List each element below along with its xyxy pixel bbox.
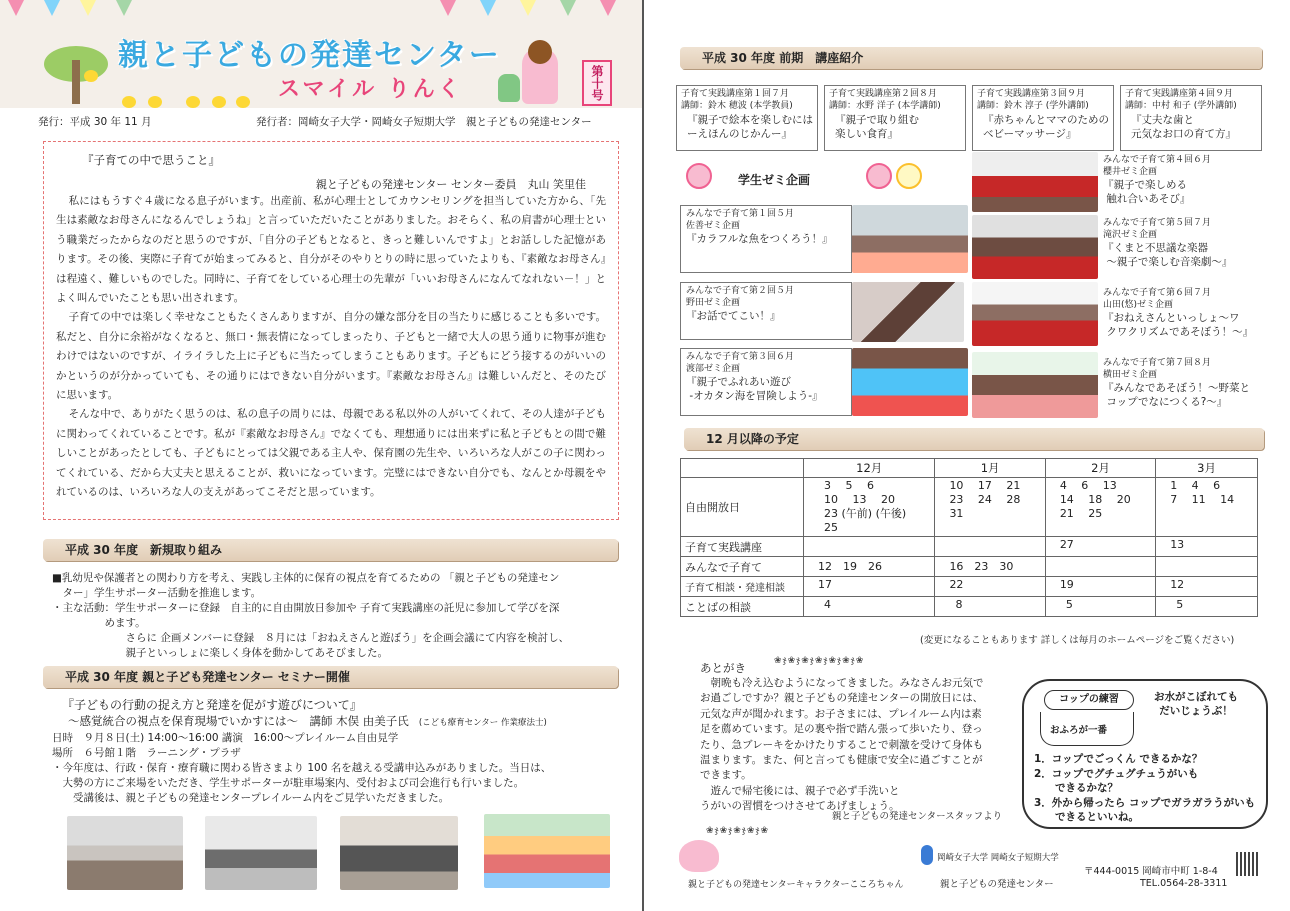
essay-title: 『子育ての中で思うこと』 <box>82 153 220 167</box>
initiative-line: ・主な活動：学生サポーターに登録 自主的に自由開放日参加や 子育て実践講座の託児に参加して学びを深 <box>52 602 560 614</box>
publisher: 発行者：岡崎女子大学・岡崎女子短期大学 親と子どもの発達センター <box>256 116 592 128</box>
initiative-line: 親子といっしょに楽しく身体を動かしてあそびました。 <box>52 647 388 659</box>
zemi-photo <box>852 282 964 342</box>
tree-trunk <box>72 60 80 104</box>
center-name: 親と子どもの発達センター <box>940 879 1054 890</box>
zemi-desc: 『親子で楽しめる 触れ合いあそび』 <box>1103 179 1191 205</box>
zemi-desc: 『みんなであそぼう！～野菜と コップでなにつくる?～』 <box>1103 382 1250 408</box>
zemi-photo <box>972 152 1098 212</box>
zemi-desc: 『おねえさんといっしょ～ワ クワクリズムであそぼう！～』 <box>1103 312 1254 338</box>
bunting-flag <box>8 0 24 16</box>
essay-paragraph: 子育ての中では楽しく幸せなこともたくさんありますが、自分の嫌な部分を目の当たりに感じることも多いです。私だと、自分に余裕がなくなると、無口・無表情になってしまったり、子どもと一緒で大人の思う通りに物事が進むわけではないのですが、イライラした上に子どもに当たってしまうこともあります。子どもにどう接するのがいいのかというのが分かっていても、その通りにはできない自分がいます。『素敵なお母さん』は難しいんだと、そのたびに思います。 <box>56 311 606 402</box>
table-cell: 4 6 13 14 18 20 21 25 <box>1045 478 1155 537</box>
lecture-lecturer: 講師：中村 和子 (学外講師) <box>1125 101 1237 111</box>
zemi-card <box>680 282 852 340</box>
essay-paragraph: そんな中で、ありがたく思うのは、私の息子の周りには、母親である私以外の人がいてくれて、その人達が子どもに関わってくれていることです。私が『素敵なお母さん』でなくても、理想通りには出来ずに私と子どもとの間で難しいことがあったとしても、子どもにとっては父親である主人や、保育園の先生や、いろいろな人がこの子に関わってくれている、だから大丈夫と思えることが、救いになっています。完璧にはできない自分でも、なんとか母親をやれているのは、いろいろな人の支えがあってこそだと思っています。 <box>56 408 606 499</box>
student-girl-icon <box>896 163 922 189</box>
zemi-card <box>1098 215 1258 277</box>
zemi-card <box>680 348 852 416</box>
seminar-line: ・今年度は、行政・保育・療育職に関わる皆さまより 100 名を越える受講申込みがありました。当日は、 <box>52 762 552 774</box>
cup-title: コップの練習 <box>1044 690 1134 710</box>
table-cell: 13 <box>1156 537 1258 557</box>
initiative-line: ■乳幼児や保護者との関わり方を考え、実践し主体的に保育の視点を育てるための 「親と子どもの発達セン <box>52 572 560 584</box>
table-cell: 12 <box>1156 577 1258 597</box>
zemi-desc: 『カラフルな魚をつくろう！』 <box>686 233 833 245</box>
table-cell <box>935 537 1045 557</box>
zemi-seminar: 渡部ゼミ企画 <box>686 364 741 374</box>
table-corner <box>681 459 804 478</box>
zemi-photo <box>972 282 1098 346</box>
lecture-title: 子育て実践講座第２回８月 <box>829 89 938 99</box>
page-divider <box>642 0 644 911</box>
zemi-title: みんなで子育て第５回７月 <box>1103 218 1212 228</box>
initiative-text <box>52 571 632 661</box>
bunting-flag <box>560 0 576 16</box>
lecture-desc: 『赤ちゃんとママのための ベビーマッサージ』 <box>983 114 1109 140</box>
zemi-title: みんなで子育て第３回６月 <box>686 352 795 362</box>
essay-paragraph: 私にはもうすぐ４歳になる息子がいます。出産前、私が心理士としてカウンセリングを担当していた方から、「先生は素敵なお母さんになるんでしょうね」と言っていただいたことがありました。おそらく、私の肩書が心理士という職業だったからなのだと思うのですが、「自分の子どもとなると、きっと難しいんですよ」とお話しした記憶があります。その後、実際に子育てが始まってみると、自分がそのやりとりの時に思っていたよりも、『素敵なお母さん』は程遠く、難しいものでした。同時に、子育てをしている心理士の先輩が「いいお母さんになんてなれない－！」とよく叫んでいたことも思い出されます。 <box>56 195 606 305</box>
zemi-card <box>1098 152 1258 212</box>
row-label: みんなで子育て <box>681 557 804 577</box>
seminar-heading: 平成 30 年度 親と子ども発達センター セミナー開催 <box>43 666 618 688</box>
university-logo-icon <box>921 845 933 865</box>
chick-icon <box>212 96 226 108</box>
table-cell: 10 17 21 23 24 28 31 <box>935 478 1045 537</box>
essay-box <box>43 141 619 520</box>
seminar-line: 大勢の方にご来場をいただき、学生サポーターが駐車場案内、受付および司会進行も行いました。 <box>52 777 525 789</box>
seminar-line: 場所 ６号館１階 ラーニング・プラザ <box>52 747 241 759</box>
character-caption: 親と子どもの発達センターキャラクターこころちゃん <box>688 880 904 890</box>
zemi-desc: 『親子でふれあい遊び -オカタン海を冒険しよう-』 <box>686 376 823 402</box>
cup-list-item: 3．外から帰ったら コップでガラガラうがいも <box>1034 796 1256 809</box>
schedule-heading: 12 月以降の予定 <box>684 428 1264 450</box>
zemi-card <box>1098 355 1258 417</box>
bunting-flag <box>440 0 456 16</box>
bunting-flag <box>600 0 616 16</box>
seminar-photo <box>484 814 610 888</box>
floral-divider: ❀ჯ❀ჯ❀ჯ❀ჯ❀ <box>706 826 770 836</box>
child-illustration <box>498 74 520 102</box>
zemi-seminar: 横田ゼミ企画 <box>1103 370 1158 380</box>
zemi-title: みんなで子育て第６回７月 <box>1103 288 1212 298</box>
seminar-line: 受講後は、親と子どもの発達センタープレイルーム内をご見学いただきました。 <box>52 792 450 804</box>
cup-tag: おふろが一番 <box>1050 725 1108 736</box>
zemi-photo <box>852 205 968 273</box>
cup-list-item: できるかな？ <box>1034 782 1118 795</box>
bunting-flag <box>80 0 96 16</box>
chick-icon <box>148 96 162 108</box>
seminar-photo <box>67 816 183 890</box>
cup-list-item: 2．コップでグチュグチュうがいも <box>1034 767 1199 780</box>
seminar-lecturer: ～感覚統合の視点を保育現場でいかすには～ 講師 木俣 由美子氏 <box>68 714 409 728</box>
zemi-title: みんなで子育て第４回６月 <box>1103 155 1212 165</box>
lecture-title: 子育て実践講座第４回９月 <box>1125 89 1234 99</box>
zemi-seminar: 滝沢ゼミ企画 <box>1103 230 1158 240</box>
initiative-line: めます。 <box>52 617 146 629</box>
lecture-card <box>676 85 818 151</box>
lecture-card <box>824 85 966 151</box>
lecture-title: 子育て実践講座第３回９月 <box>977 89 1086 99</box>
table-cell: 16 23 30 <box>935 557 1045 577</box>
table-row <box>681 557 1258 577</box>
zemi-desc: 『くまと不思議な楽器 ～親子で楽しむ音楽劇～』 <box>1103 242 1233 268</box>
lecture-desc: 『親子で絵本を楽しむには ーえほんのじかんー』 <box>687 114 813 140</box>
zemi-label: 学生ゼミ企画 <box>738 173 811 187</box>
kokoro-chan-character <box>679 840 719 872</box>
lecture-card <box>972 85 1114 151</box>
floral-divider: ❀ჯ❀ჯ❀ჯ❀ჯ❀ჯ❀ჯ❀ <box>774 656 865 666</box>
cup-message: お水がこぼれても だいじょうぶ！ <box>1154 691 1238 717</box>
lecture-heading: 平成 30 年度 前期 講座紹介 <box>680 47 1262 69</box>
staff-signature: 親と子どもの発達センタースタッフより <box>832 811 1003 822</box>
table-cell: 22 <box>935 577 1045 597</box>
lecture-title: 子育て実践講座第１回７月 <box>681 89 790 99</box>
seminar-photo <box>340 816 458 890</box>
month-header: 1月 <box>935 459 1045 478</box>
cup-list <box>1034 752 1255 825</box>
table-row <box>681 478 1258 537</box>
university-name: 岡崎女子大学 岡崎女子短期大学 <box>937 853 1059 863</box>
afterword-line: たり、急ブレーキをかけたりすることで刺激を受けて身体も <box>700 738 984 751</box>
zemi-seminar: 山田(悠)ゼミ企画 <box>1103 300 1174 310</box>
afterword-line: 元気な声が聞かれます。お子さまには、プレイルーム内は素 <box>700 707 982 720</box>
table-cell: 19 <box>1045 577 1155 597</box>
row-label: ことばの相談 <box>681 597 804 617</box>
mother-head <box>528 40 552 64</box>
afterword-line: うがいの習慣をつけさせてあげましょう。 <box>700 800 900 813</box>
lecture-lecturer: 講師：鈴木 淳子 (学外講師) <box>977 101 1089 111</box>
bunting-flag <box>520 0 536 16</box>
bunting-flag <box>116 0 132 16</box>
afterword-line: 足を薦めています。足の裏や指で踏ん張って歩いたり、登っ <box>700 723 983 736</box>
afterword-line: 温まります。また、何と言っても健康で安全に過ごすことが <box>700 754 983 767</box>
seminar-body <box>52 731 632 806</box>
zemi-photo <box>972 352 1098 418</box>
initiative-line: ター」学生サポーター活動を推進します。 <box>52 587 262 599</box>
newsletter-title: 親と子どもの発達センター <box>118 38 501 73</box>
zemi-photo <box>852 348 968 416</box>
afterword-line: 朝晩も冷え込むようになってきました。みなさんお元気で <box>700 677 984 689</box>
zemi-card <box>680 205 852 273</box>
lecture-desc: 『丈夫な歯と 元気なお口の育て方』 <box>1131 114 1236 140</box>
zemi-title: みんなで子育て第１回５月 <box>686 209 795 219</box>
zemi-photo <box>972 215 1098 279</box>
month-header: 12月 <box>804 459 935 478</box>
chick-icon <box>186 96 200 108</box>
table-cell <box>1156 557 1258 577</box>
bunting-flag <box>480 0 496 16</box>
lecture-grid <box>676 85 1262 151</box>
row-label: 自由開放日 <box>681 478 804 537</box>
lecture-lecturer: 講師：鈴木 穂波 (本学教員) <box>681 101 793 111</box>
lecture-card <box>1120 85 1262 151</box>
cup-list-item: 1．コップでごっくん できるかな？ <box>1034 753 1203 765</box>
row-label: 子育て相談・発達相談 <box>681 577 804 597</box>
seminar-photo <box>205 816 317 890</box>
bunting-flag <box>44 0 60 16</box>
table-cell: 27 <box>1045 537 1155 557</box>
afterword-line: できます。 <box>700 769 752 782</box>
table-row <box>681 577 1258 597</box>
table-row <box>681 597 1258 617</box>
student-girl-icon <box>866 163 892 189</box>
schedule-note: (変更になることもあります 詳しくは毎月のホームページをご覧ください) <box>920 635 1235 646</box>
afterword-line: お過ごしですか？親と子どもの発達センターの開放日には、 <box>700 692 984 705</box>
afterword-text <box>700 676 1010 815</box>
table-cell: 17 <box>804 577 935 597</box>
table-header-row <box>681 459 1258 478</box>
table-cell: 1 4 6 7 11 14 <box>1156 478 1258 537</box>
table-cell <box>1045 557 1155 577</box>
table-cell: 8 <box>935 597 1045 617</box>
afterword-title: あとがき <box>700 661 746 675</box>
newsletter-subtitle: スマイル りんく <box>278 77 463 102</box>
student-girl-icon <box>686 163 712 189</box>
table-cell <box>804 537 935 557</box>
seminar-title: 『子どもの行動の捉え方と発達を促がす遊びについて』 <box>62 698 362 712</box>
essay-author: 親と子どもの発達センター センター委員 丸山 笑里佳 <box>315 178 586 191</box>
chick-icon <box>84 70 98 82</box>
row-label: 子育て実践講座 <box>681 537 804 557</box>
seminar-line: 日時 ９月８日(土) 14:00～16:00 講演 16:00～プレイルーム自由見学 <box>52 732 399 744</box>
table-cell: 5 <box>1156 597 1258 617</box>
zemi-title: みんなで子育て第７回８月 <box>1103 358 1212 368</box>
chick-icon <box>122 96 136 108</box>
zemi-desc: 『お話でてこい！』 <box>686 310 781 322</box>
table-cell: 12 19 26 <box>804 557 935 577</box>
month-header: 2月 <box>1045 459 1155 478</box>
seminar-subtitle <box>68 713 547 729</box>
initiative-line: さらに 企画メンバーに登録 ８月には「おねえさんと遊ぼう」を企画会議にて内容を検討し、 <box>52 632 570 644</box>
telephone: TEL.0564-28-3311 <box>1140 878 1228 889</box>
chick-icon <box>236 96 250 108</box>
cup-list-item: できるといいね。 <box>1034 811 1139 824</box>
table-cell: 4 <box>804 597 935 617</box>
address: 〒444-0015 岡崎市中町 1-8-4 <box>1084 866 1218 877</box>
lecture-desc: 『親子で取り組む 楽しい食育』 <box>835 114 919 140</box>
schedule-table <box>680 458 1258 617</box>
lecture-lecturer: 講師：水野 洋子 (本学講師) <box>829 101 941 111</box>
zemi-card <box>1098 285 1258 347</box>
issue-number: 第十号 <box>582 60 612 106</box>
table-cell: 3 5 6 10 13 20 23 (午前) (午後) 25 <box>804 478 935 537</box>
lecturer-affiliation: (こども療育センター 作業療法士) <box>418 718 547 728</box>
table-cell: 5 <box>1045 597 1155 617</box>
initiative-heading: 平成 30 年度 新規取り組み <box>43 539 618 561</box>
publish-date: 発行：平成 30 年 11 月 <box>38 116 152 128</box>
month-header: 3月 <box>1156 459 1258 478</box>
afterword-line: 遊んで帰宅後には、親子で必ず手洗いと <box>700 784 900 797</box>
table-row <box>681 537 1258 557</box>
zemi-seminar: 野田ゼミ企画 <box>686 298 741 308</box>
zemi-seminar: 櫻井ゼミ企画 <box>1103 167 1158 177</box>
zemi-seminar: 佐善ゼミ企画 <box>686 221 741 231</box>
zemi-title: みんなで子育て第２回５月 <box>686 286 795 296</box>
qr-code-icon[interactable] <box>1236 852 1258 876</box>
